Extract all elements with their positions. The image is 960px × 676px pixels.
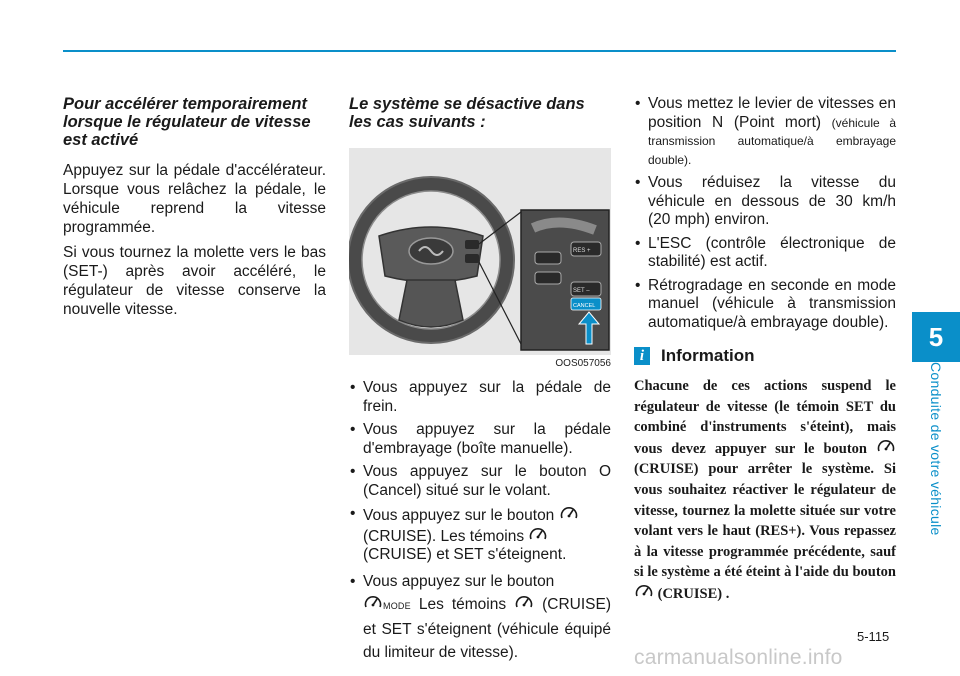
list-item (349, 505, 611, 565)
cruise-set-off-text: (CRUISE) et SET s'éteignent. (363, 546, 567, 563)
list-item: • Vous appuyez sur la pédale d'embrayage (boîte manuelle). (349, 421, 611, 458)
cruise-mode-icon (363, 594, 383, 612)
deactivation-list (349, 379, 611, 664)
header-rule (63, 50, 896, 52)
list-item: • Vous appuyez sur la pédale de frein. (349, 379, 611, 416)
information-header (634, 346, 896, 366)
steering-wheel-illustration (349, 148, 611, 355)
mode-lights-text: Les témoins (418, 595, 507, 613)
chapter-title: Conduite de votre véhicule (928, 362, 944, 536)
column-2 (349, 95, 611, 669)
page-number: 5-115 (857, 629, 890, 644)
cruise-lights-text: (CRUISE). Les témoins (363, 527, 525, 545)
watermark[interactable]: carmanualsonline.info (634, 646, 843, 669)
paragraph-set-minus: Si vous tournez la molette vers le bas (SET-) après avoir accéléré, le régulateur de vitesse conserve la nouvelle vitesse. (63, 244, 326, 318)
information-text (634, 376, 896, 605)
mode-set-off-text: et SET s'éteignent (véhicule équipé du limiteur de vitesse). (363, 620, 611, 661)
paragraph-accelerator: Appuyez sur la pédale d'accélérateur. Lorsque vous relâchez la pédale, le véhicule reprend la vitesse programmée. (63, 162, 326, 236)
cruise-icon (528, 526, 548, 544)
list-item: • Rétrogradage en seconde en mode manuel (véhicule à transmission automatique/à embrayage double). (634, 277, 896, 333)
mode-label: MODE (383, 600, 411, 611)
mode-cruise-text: (CRUISE) (542, 595, 612, 613)
deactivation-list-continued (634, 95, 896, 332)
cruise-button-text: Vous appuyez sur le bouton (363, 507, 555, 524)
cruise-icon (559, 505, 579, 523)
information-title: Information (661, 346, 755, 365)
neutral-text: Vous mettez le levier de vitesses en position N (Point mort) (648, 95, 896, 131)
list-item: • Vous réduisez la vitesse du véhicule en dessous de 30 km/h (20 mph) environ. (634, 174, 896, 230)
column-1 (63, 95, 326, 319)
set-label: SET – (573, 288, 590, 294)
mode-button-text: Vous appuyez sur le bouton (363, 572, 555, 590)
list-item (349, 570, 611, 664)
list-item: • L'ESC (contrôle électronique de stabilité) est actif. (634, 235, 896, 272)
chapter-tab[interactable]: 5 (912, 312, 960, 362)
res-label: RES + (573, 248, 591, 254)
cruise-icon (634, 583, 654, 601)
section-heading-deactivation: Le système se désactive dans les cas suivants : (349, 95, 585, 131)
neutral-note: (véhicule à transmission automatique/à embrayage double). (648, 115, 896, 167)
section-heading-accelerate: Pour accélérer temporairement lorsque le régulateur de vitesse est activé (63, 95, 311, 149)
cruise-icon (514, 594, 534, 612)
info-text-part-2: (CRUISE) pour arrêter le système. Si vous souhaitez réactiver le régulateur de vitesse, tournez la molette située sur votre volant vers le haut (RES+). Vous repassez à la vitesse programmée précédente, sauf si le système a été éteint à l'aide du bouton (634, 461, 896, 581)
cancel-label: CANCEL (573, 303, 596, 309)
column-3 (634, 95, 896, 605)
cruise-icon (876, 438, 896, 456)
steering-wheel-figure (349, 148, 611, 355)
list-item: • Vous appuyez sur le bouton O (Cancel) situé sur le volant. (349, 463, 611, 500)
info-text-part-3: (CRUISE) . (657, 585, 730, 602)
info-icon: i (634, 347, 650, 365)
info-text-part-1: Chacune de ces actions suspend le régulateur de vitesse (le témoin SET du combiné d'instruments s'éteint), mais vous devez appuyer sur le bouton (634, 378, 896, 457)
figure-code: OOS057056 (555, 358, 611, 369)
list-item (634, 95, 896, 169)
